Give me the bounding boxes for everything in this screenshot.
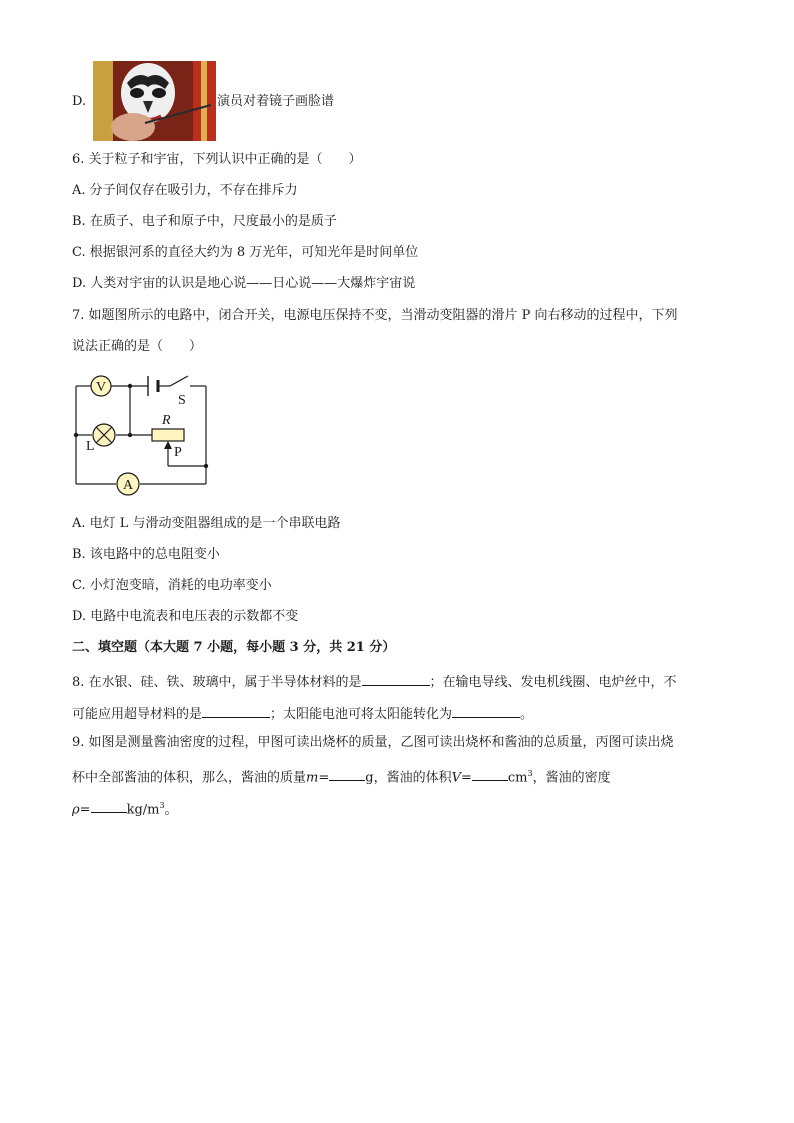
q6-option-b: B. 在质子、电子和原子中，尺度最小的是质子	[72, 214, 337, 229]
q7-option-a: A. 电灯 L 与滑动变阻器组成的是一个串联电路	[72, 516, 341, 531]
switch-label: S	[178, 393, 186, 408]
circuit-diagram	[70, 370, 215, 498]
q5-option-d	[72, 93, 86, 111]
q9-blank-density[interactable]	[91, 798, 127, 813]
slider-label: P	[174, 445, 182, 460]
q8-line2-a: 可能应用超导材料的是	[72, 707, 203, 722]
q9-line1: 9. 如图是测量酱油密度的过程，甲图可读出烧杯的质量，乙图可读出烧杯和酱油的总质量，丙图可读出烧	[72, 735, 674, 750]
opera-mask-photo	[93, 61, 216, 141]
resistor-label: R	[162, 413, 171, 428]
q5-option-d-text: 演员对着镜子画脸谱	[217, 94, 335, 109]
voltmeter-label: V	[95, 380, 107, 395]
mass-eq: =	[318, 770, 330, 786]
q9-blank-mass[interactable]	[329, 766, 365, 781]
q7-stem-line1: 7. 如题图所示的电路中，闭合开关，电源电压保持不变，当滑动变阻器的滑片 P 向右移动的过程中，下列	[72, 308, 678, 323]
q5-option-d-letter: D.	[72, 94, 87, 109]
q6-stem: 6. 关于粒子和宇宙，下列认识中正确的是（ ）	[72, 152, 362, 167]
q9-line2-a: 杯中全部酱油的体积，那么，酱油的质量	[72, 770, 307, 786]
q7-stem-line2: 说法正确的是（ ）	[72, 339, 203, 354]
mass-symbol: m	[306, 770, 319, 786]
ammeter-label: A	[122, 478, 134, 493]
lamp-icon	[93, 424, 115, 446]
q8-line1	[72, 671, 677, 692]
q6-option-c: C. 根据银河系的直径大约为 8 万光年，可知光年是时间单位	[72, 245, 419, 260]
q8-line2-c: 。	[520, 707, 534, 722]
volume-unit-cube: 3	[527, 769, 533, 778]
q9-line2	[72, 765, 611, 787]
density-unit-cube: 3	[159, 801, 165, 810]
lamp-label: L	[86, 439, 95, 454]
resistor-icon	[152, 429, 184, 441]
q7-option-d: D. 电路中电流表和电压表的示数都不变	[72, 609, 299, 624]
q9-line2-end: ，酱油的密度	[532, 770, 611, 786]
volume-symbol: V	[451, 770, 461, 786]
density-eq: =	[79, 802, 91, 818]
mass-unit: g，酱油的体积	[365, 770, 452, 786]
q8-blank-1[interactable]	[362, 671, 430, 686]
density-symbol: ρ	[72, 802, 80, 818]
density-unit: kg/m	[126, 802, 160, 818]
q9-line3-end: 。	[164, 802, 178, 818]
q6-option-d: D. 人类对宇宙的认识是地心说——日心说——大爆炸宇宙说	[72, 276, 416, 291]
slider-arrow-icon	[164, 441, 172, 449]
volume-eq: =	[460, 770, 472, 786]
section2-heading: 二、填空题（本大题 7 小题，每小题 3 分，共 21 分）	[72, 640, 396, 655]
q7-option-b: B. 该电路中的总电阻变小	[72, 547, 220, 562]
q7-option-c: C. 小灯泡变暗，消耗的电功率变小	[72, 578, 272, 593]
q8-blank-3[interactable]	[452, 703, 520, 718]
q8-line1-a: 8. 在水银、硅、铁、玻璃中，属于半导体材料的是	[72, 675, 362, 690]
q9-blank-volume[interactable]	[472, 766, 508, 781]
q6-option-a: A. 分子间仅存在吸引力，不存在排斥力	[72, 183, 298, 198]
q9-line3	[72, 797, 178, 819]
q8-blank-2[interactable]	[202, 703, 270, 718]
q8-line1-b: ；在输电导线、发电机线圈、电炉丝中，不	[429, 675, 677, 690]
volume-unit: cm	[507, 770, 528, 786]
q8-line2-b: ；太阳能电池可将太阳能转化为	[270, 707, 453, 722]
q8-line2	[72, 703, 533, 724]
